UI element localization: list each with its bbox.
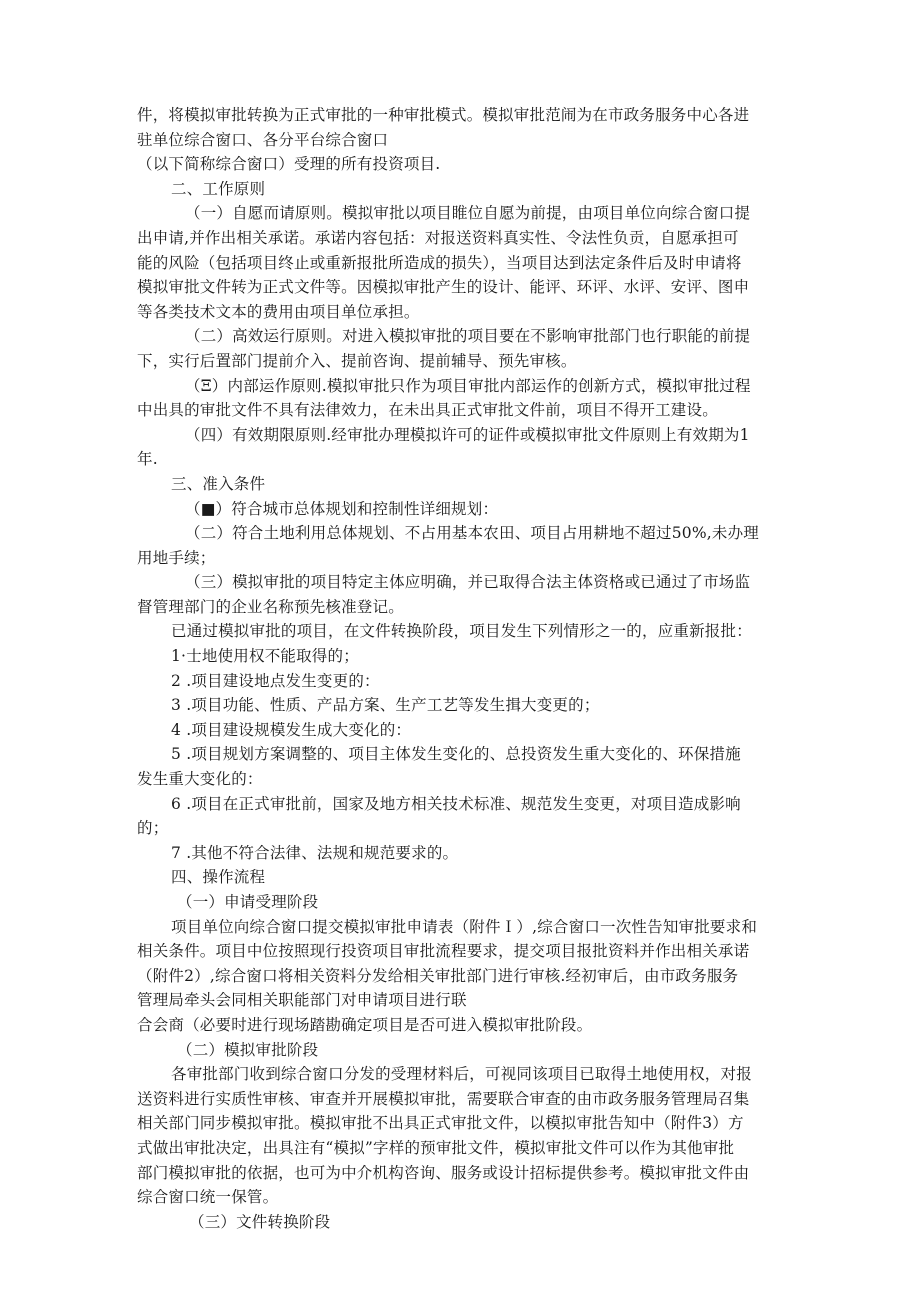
text-line: 模拟审批文件转为正式文件等。因模拟审批产生的设计、能评、环评、水评、安评、图申 — [137, 278, 750, 297]
text-line: （以下简称综合窗口）受理的所有投资项目. — [137, 155, 441, 174]
text-line: 的； — [137, 819, 169, 838]
text-line: 年. — [137, 450, 158, 469]
text-line: 送资料进行实质性审核、审查并开展模拟审批，需要联合审查的由市政务服务管理局召集 — [137, 1089, 750, 1108]
list-item: 2 .项目建设地点发生变更的： — [171, 671, 380, 690]
text-line: 等各类技术文本的费用由项目单位承担。 — [137, 302, 420, 321]
text-line: 合会商（必要时进行现场踏勘确定项目是否可进入模拟审批阶段。 — [137, 1015, 593, 1034]
text-line: 管理局牵头会同相关职能部门对申请项目进行联 — [137, 991, 467, 1010]
text-line: （二）符合土地利用总体规划、不占用基本农田、项目占用耕地不超过50%,未办理 — [185, 524, 759, 543]
section-heading: 三、准入条件 — [171, 474, 266, 493]
list-item: 1·士地使用权不能取得的； — [171, 647, 359, 666]
section-heading: 四、操作流程 — [171, 868, 266, 887]
text-line: 出申请,并作出相关承诺。承诺内容包括：对报送资料真实性、令法性负贡，自愿承担可 — [137, 228, 739, 247]
text-line: （三）模拟审批的项目特定主体应明确，并已取得合法主体资格或已通过了市场监 — [185, 573, 751, 592]
text-line: 能的风险（包括项目终止或重新报批所造成的损失），当项目达到法定条件后及时申请将 — [137, 253, 742, 272]
text-line: （Ξ）内部运作原则.模拟审批只作为项目审批内部运作的创新方式，模拟审批过程 — [185, 376, 751, 395]
subsection-heading: （二）模拟审批阶段 — [177, 1040, 319, 1059]
list-item: 6 .项目在正式审批前，国家及地方相关技术标准、规范发生变更，对项目造成影响 — [171, 794, 741, 813]
section-heading: 二、工作原则 — [171, 179, 266, 198]
text-line: 中出具的审批文件不具有法律效力，在未出具正式审批文件前，项目不得开工建设。 — [137, 401, 718, 420]
text-line: 相关条件。项目中位按照现行投资项目审批流程要求，提交项目报批资料并作出相关承诺 — [137, 942, 750, 961]
text-line: 下，实行后置部门提前介入、提前咨询、提前辅导、预先审核。 — [137, 351, 577, 370]
text-line: （附件2）,综合窗口将相关资料分发给相关审批部门进行审核.经初审后，由市政务服务 — [137, 966, 739, 985]
text-line: 用地手续； — [137, 548, 216, 567]
text-line: 发生重大变化的： — [137, 770, 263, 789]
text-line: 综合窗口统一保管。 — [137, 1188, 279, 1207]
text-line: 式做出审批决定，出具注有“模拟”字样的预审批文件，模拟审批文件可以作为其他审批 — [137, 1138, 735, 1157]
text-line: 已通过模拟审批的项目，在文件转换阶段，项目发生下列情形之一的，应重新报批： — [171, 622, 752, 641]
document-body — [137, 103, 797, 1234]
text-line: 各审批部门收到综合窗口分发的受理材料后，可视同该项目已取得土地使用权，对报 — [171, 1065, 752, 1084]
text-line: 件，将模拟审批转换为正式审批的一种审批模式。模拟审批范闹为在市政务服务中心各进 — [137, 106, 750, 124]
text-line: （二）高效运行原则。对进入模拟审批的项目要在不影响审批部门也行职能的前提 — [185, 327, 751, 346]
text-line: （四）有效期限原则.经审批办理模拟许可的证件或模拟审批文件原则上有效期为1 — [185, 425, 750, 444]
text-line: （一）自愿而请原则。模拟审批以项目睢位自愿为前提，由项目单位向综合窗口提 — [185, 204, 751, 223]
list-item: 3 .项目功能、性质、产品方案、生产工艺等发生揖大变更的； — [171, 696, 600, 715]
text-line: 相关部门同步模拟审批。模拟审批不出具正式审批文件，以模拟审批告知中（附件3）方 — [137, 1114, 744, 1133]
text-line: 部门模拟审批的依据，也可为中介机构咨询、服务或设计招标提供参考。模拟审批文件由 — [137, 1163, 750, 1182]
text-line: 驻单位综合窗口、各分平台综合窗口 — [137, 130, 389, 149]
text-line: 督管理部门的企业名称预先核准登记。 — [137, 597, 404, 616]
list-item: 7 .其他不符合法律、法规和规范要求的。 — [171, 843, 459, 862]
list-item: 5 .项目规划方案调整的、项目主体发生变化的、总投资发生重大变化的、环保措施 — [171, 745, 741, 764]
text-line: 项目单位向综合窗口提交模拟审批申请表（附件Ｉ）,综合窗口一次性告知审批要求和 — [171, 917, 758, 936]
list-item: 4 .项目建设规模发生成大变化的： — [171, 720, 412, 739]
text-line: （■）符合城市总体规划和控制性详细规划： — [185, 499, 499, 518]
subsection-heading: （一）申请受理阶段 — [177, 893, 319, 911]
subsection-heading: （三）文件转换阶段 — [189, 1212, 331, 1231]
